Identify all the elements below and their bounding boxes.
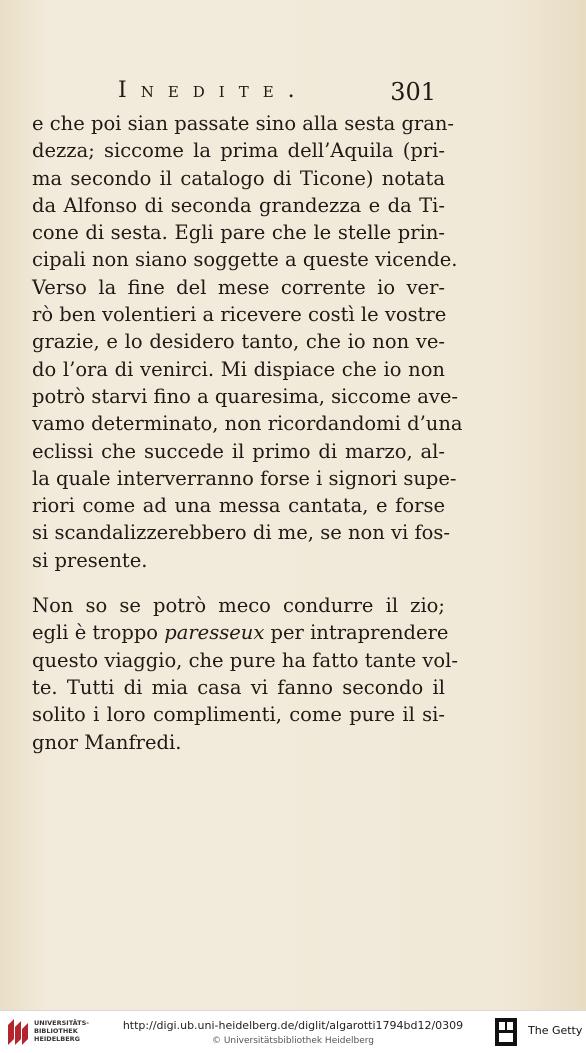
text-segment: per intraprendere: [264, 621, 449, 645]
text-line: vamo determinato, non ricordandomi d’una: [32, 412, 463, 436]
text-line: do l’ora di venirci. Mi dispiace che io non: [32, 357, 445, 381]
sponsor-name: The Getty: [528, 1024, 583, 1037]
page-header: [0, 78, 586, 104]
text-line: la quale interverranno forse i signori supe-: [32, 466, 457, 490]
text-line: cone di sesta. Egli pare che le stelle prin-: [32, 221, 445, 245]
viewer-footer: [0, 1010, 586, 1053]
text-line: eclissi che succede il primo di marzo, al-: [32, 439, 445, 463]
text-line: potrò starvi fino a quaresima, siccome ave-: [32, 384, 459, 408]
text-line: si scandalizzerebbero di me, se non vi fos-: [32, 521, 451, 545]
paragraph-2: [32, 274, 463, 574]
text-line: solito i loro complimenti, come pure il si-: [32, 703, 445, 727]
body-text: [32, 110, 463, 756]
running-head: Inedite.: [118, 78, 309, 103]
getty-logo-icon: [494, 1017, 518, 1047]
paragraph-3: [32, 592, 458, 756]
text-line: [32, 619, 449, 646]
text-line: gnor Manfredi.: [32, 730, 182, 754]
text-line: riori come ad una messa cantata, e forse: [32, 494, 445, 518]
italic-word: paresseux: [164, 621, 265, 645]
page-number: 301: [390, 78, 436, 106]
text-line: rò ben volentieri a ricevere costì le vostre: [32, 303, 447, 327]
text-segment: egli è troppo: [32, 621, 165, 645]
text-line: grazie, e lo desidero tanto, che io non ve-: [32, 330, 445, 354]
text-line: dezza; siccome la prima dell’Aquila (pri-: [32, 139, 445, 163]
text-line: da Alfonso di seconda grandezza e da Ti-: [32, 193, 445, 217]
text-line: Verso la fine del mese corrente io ver-: [32, 275, 445, 299]
library-name: UNIVERSITÄTS- BIBLIOTHEK HEIDELBERG: [34, 1019, 89, 1043]
text-line: Non so se potrò meco condurre il zio;: [32, 594, 445, 618]
text-line: cipali non siano soggette a queste vicende.: [32, 248, 458, 272]
text-line: te. Tutti di mia casa vi fanno secondo il: [32, 675, 445, 699]
text-line: ma secondo il catalogo di Ticone) notata: [32, 166, 445, 190]
permalink-url[interactable]: http://digi.ub.uni-heidelberg.de/diglit/algarotti1794bd12/0309: [122, 1019, 464, 1032]
text-line: si presente.: [32, 548, 148, 572]
text-line: e che poi sian passate sino alla sesta gran-: [32, 112, 455, 135]
text-line: questo viaggio, che pure ha fatto tante vol-: [32, 648, 458, 672]
paragraph-1: [32, 110, 458, 274]
copyright-notice: © Universitätsbibliothek Heidelberg: [211, 1036, 374, 1046]
